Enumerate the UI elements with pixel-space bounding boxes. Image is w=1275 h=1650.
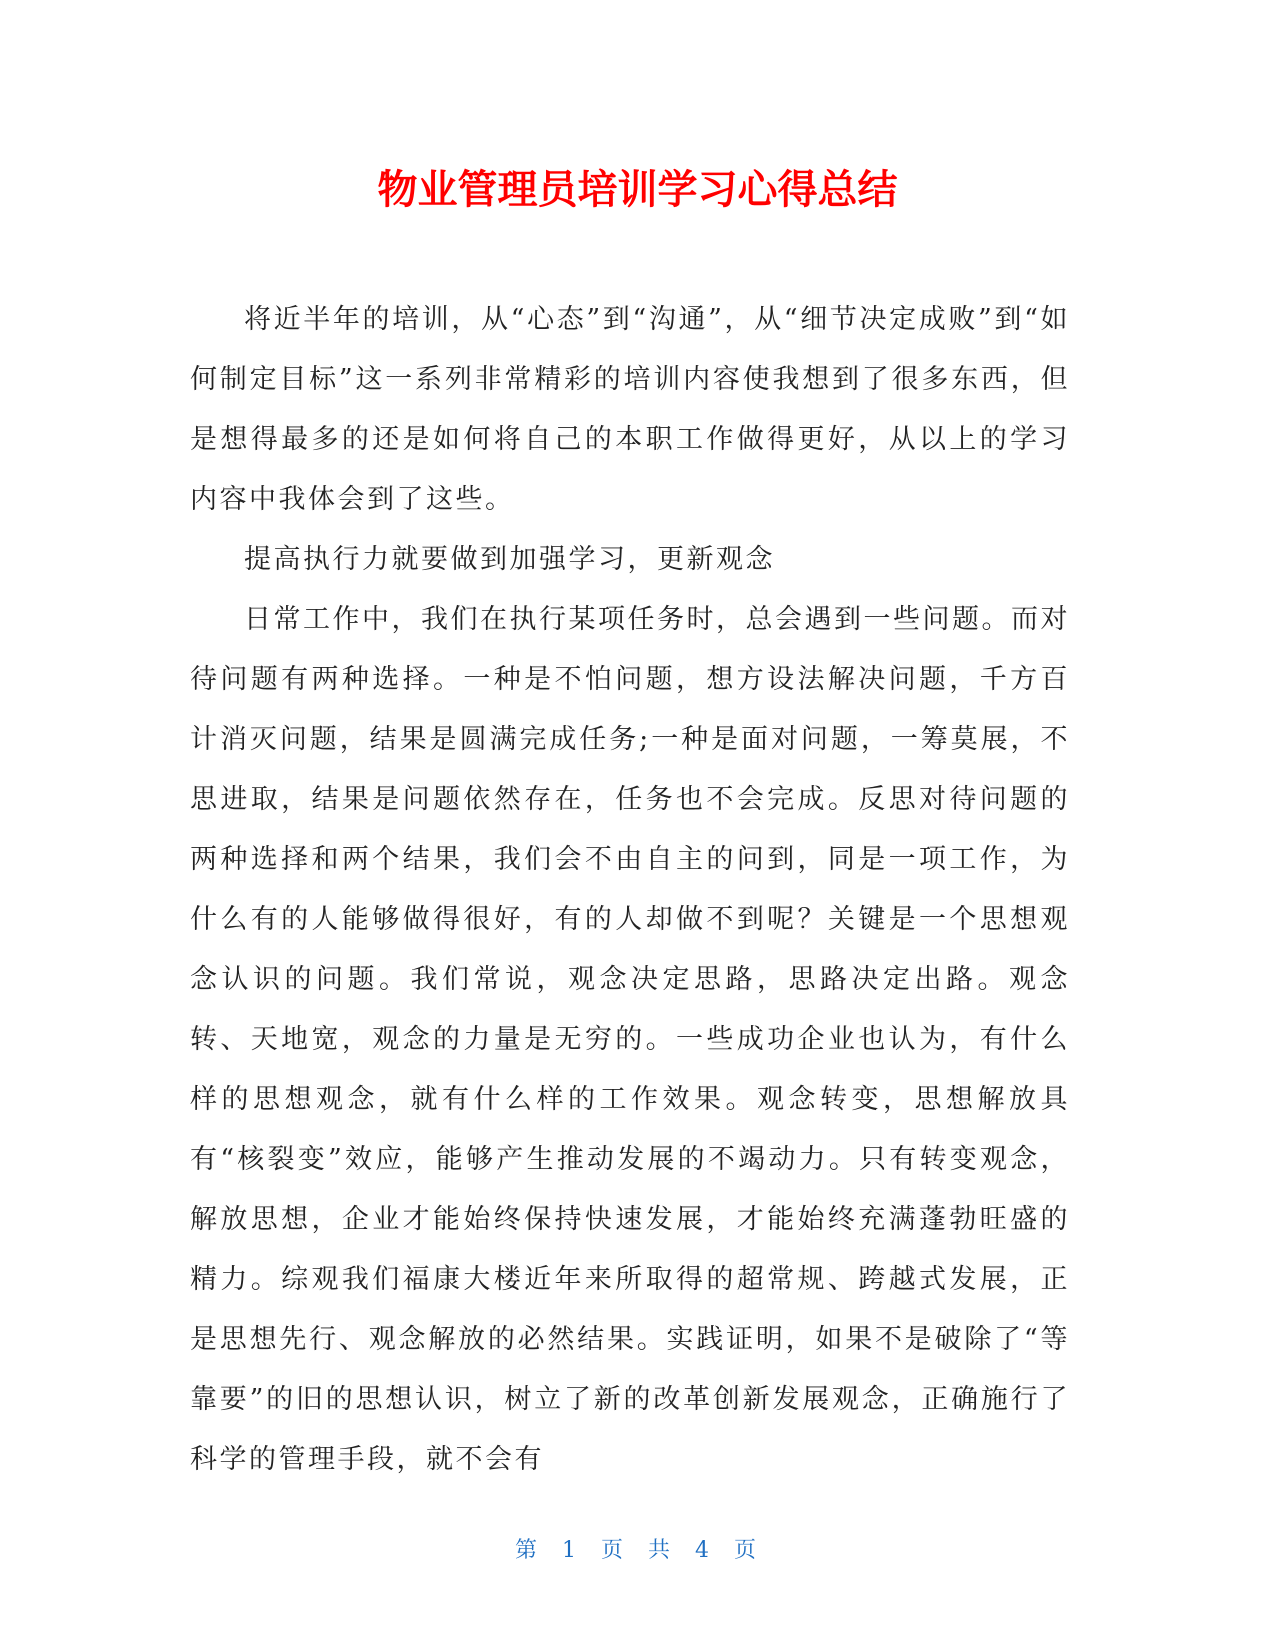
document-body	[190, 290, 1070, 1490]
document-title: 物业管理员培训学习心得总结	[377, 167, 898, 213]
paragraph-intro: 将近半年的培训，从“心态”到“沟通”，从“细节决定成败”到“如何制定目标”这一系列非常精彩的培训内容使我想到了很多东西，但是想得最多的还是如何将自己的本职工作做得更好，从以上的学习内容中我体会到了这些。	[190, 304, 1070, 515]
page-number-footer: 第 1 页 共 4 页	[515, 1538, 760, 1563]
paragraph-main: 日常工作中，我们在执行某项任务时，总会遇到一些问题。而对待问题有两种选择。一种是不怕问题，想方设法解决问题，千方百计消灭问题，结果是圆满完成任务;一种是面对问题，一筹莫展，不思进取，结果是问题依然存在，任务也不会完成。反思对待问题的两种选择和两个结果，我们会不由自主的问到，同是一项工作，为什么有的人能够做得很好，有的人却做不到呢？关键是一个思想观念认识的问题。我们常说，观念决定思路，思路决定出路。观念转、天地宽，观念的力量是无穷的。一些成功企业也认为，有什么样的思想观念，就有什么样的工作效果。观念转变，思想解放具有“核裂变”效应，能够产生推动发展的不竭动力。只有转变观念，解放思想，企业才能始终保持快速发展，才能始终充满蓬勃旺盛的精力。综观我们福康大楼近年来所取得的超常规、跨越式发展，正是思想先行、观念解放的必然结果。实践证明，如果不是破除了“等靠要”的旧的思想认识，树立了新的改革创新发展观念，正确施行了科学的管理手段，就不会有	[190, 604, 1070, 1475]
paragraph-heading: 提高执行力就要做到加强学习，更新观念	[244, 544, 775, 575]
